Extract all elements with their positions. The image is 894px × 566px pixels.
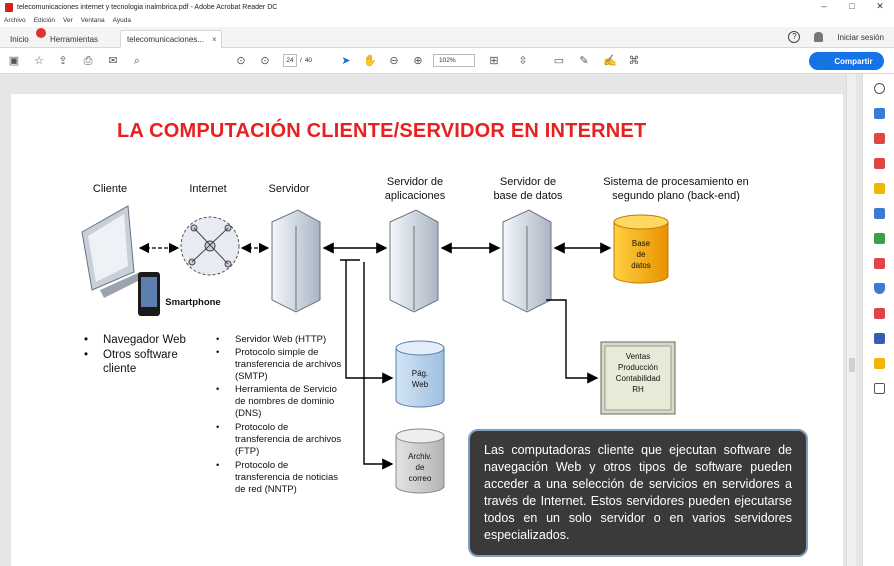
db-label: Base de datos: [631, 239, 651, 270]
server-bullet-5: Protocolo de transferencia de noticias de red (NNTP): [235, 460, 338, 495]
hand-tool-icon[interactable]: ✋: [363, 55, 377, 67]
database-server-icon: [503, 210, 551, 312]
server-bullet-dot-4: •: [216, 422, 220, 433]
explanation-callout: Las computadoras cliente que ejecutan software de navegación Web y otros tipos de software pueden acceder a una selección de servicios en servidores a través de Internet. Estos servidores pueden ejecutarse todos en un solo servidor o en varios servidores especializados.: [468, 429, 808, 557]
server-bullet-1: Servidor Web (HTTP): [235, 334, 327, 345]
db-backend-connector: [546, 300, 597, 378]
tab-tools-label: Herramientas: [50, 34, 99, 44]
minimize-button[interactable]: –: [821, 1, 827, 11]
application-server-icon: [390, 210, 438, 312]
label-server: Servidor: [268, 183, 310, 195]
label-smartphone: Smartphone: [165, 297, 221, 308]
server-bullet-dot-1: •: [216, 334, 220, 345]
server-mail-connector: [364, 262, 392, 464]
server-bullet-dot-3: •: [216, 384, 220, 395]
web-pages-label: Pág. Web: [411, 369, 429, 389]
menu-ver[interactable]: Ver: [63, 17, 73, 24]
client-bullet-dot-2: •: [84, 349, 89, 361]
zoom-in-icon[interactable]: ⊕: [413, 55, 423, 67]
client-bullet-dot-1: •: [84, 334, 89, 346]
slide-title: LA COMPUTACIÓN CLIENTE/SERVIDOR EN INTERNET: [117, 120, 647, 142]
comment-icon[interactable]: ▭: [553, 55, 565, 67]
client-computer-icon: [82, 206, 140, 298]
label-db-server: Servidor de base de datos: [493, 176, 563, 202]
page-total: 40: [304, 57, 313, 64]
server-bullet-4: Protocolo de transferencia de archivos (FTP): [235, 422, 342, 457]
bookmark-star-icon[interactable]: ☆: [34, 55, 44, 67]
page-separator: /: [300, 57, 302, 64]
label-internet: Internet: [189, 183, 227, 195]
close-tab-icon[interactable]: ×: [211, 35, 217, 44]
stamp-icon[interactable]: ⌘: [628, 55, 640, 67]
client-bullet-1: Navegador Web: [103, 334, 186, 346]
zoom-out-icon[interactable]: ⊖: [389, 55, 399, 67]
label-app-server: Servidor de aplicaciones: [384, 176, 446, 202]
sign-icon[interactable]: ✍: [603, 55, 617, 67]
server-web-connector: [346, 260, 392, 378]
page-number-input[interactable]: 24: [283, 54, 297, 67]
scroll-mode-icon[interactable]: ⇳: [518, 55, 528, 67]
zoom-select[interactable]: 102%: [433, 54, 475, 67]
window-title: telecomunicaciones internet y tecnologia inalmbrica.pdf - Adobe Acrobat Reader DC: [17, 3, 278, 11]
next-page-icon[interactable]: ⊙: [260, 55, 270, 67]
select-cursor-icon[interactable]: ➤: [341, 55, 351, 67]
tab-home-label: Inicio: [10, 34, 29, 44]
menu-ventana[interactable]: Ventana: [80, 17, 105, 24]
menu-archivo[interactable]: Archivo: [4, 17, 26, 24]
help-icon[interactable]: ?: [788, 31, 800, 43]
email-icon[interactable]: ✉: [108, 55, 118, 67]
web-server-icon: [272, 210, 320, 312]
maximize-button[interactable]: □: [849, 1, 855, 11]
share-label: Compartir: [834, 56, 873, 66]
prev-page-icon[interactable]: ⊙: [236, 55, 246, 67]
label-backend: Sistema de procesamiento en segundo plano (back-end): [603, 176, 749, 202]
server-bullet-dot-2: •: [216, 347, 220, 358]
label-client: Cliente: [92, 183, 128, 195]
pen-icon[interactable]: ✎: [579, 55, 589, 67]
signin-link[interactable]: Iniciar sesión: [837, 32, 884, 42]
menu-ayuda[interactable]: Ayuda: [112, 17, 131, 24]
upload-cloud-icon[interactable]: ⇪: [58, 55, 68, 67]
server-bullet-3: Herramienta de Servicio de nombres de dominio (DNS): [235, 384, 337, 419]
print-icon[interactable]: ⎙: [83, 55, 93, 67]
tab-document-label: telecomunicaciones...: [127, 35, 204, 44]
share-user-icon: 👤: [820, 56, 831, 66]
menu-edicion[interactable]: Edición: [33, 17, 56, 24]
internet-globe-icon: [181, 217, 239, 275]
mail-files-label: Archiv. de correo: [408, 452, 432, 483]
backend-box-label: Ventas Producción Contabilidad RH: [615, 352, 661, 394]
smartphone-icon: [138, 272, 160, 316]
save-icon[interactable]: ▣: [8, 55, 20, 67]
search-icon[interactable]: ⌕: [133, 55, 141, 67]
fit-page-icon[interactable]: ⊞: [489, 55, 499, 67]
close-window-button[interactable]: ✕: [876, 1, 884, 11]
client-bullet-2: Otros software cliente: [103, 349, 178, 375]
server-bullet-dot-5: •: [216, 460, 220, 471]
server-bullet-2: Protocolo simple de transferencia de archivos (SMTP): [235, 347, 342, 382]
